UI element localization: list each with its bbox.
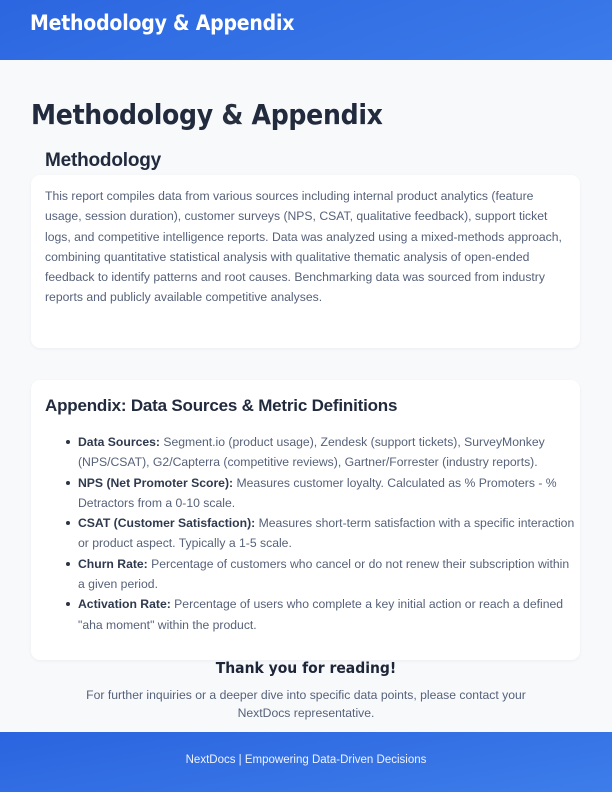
thank-you-message: Thank you for reading!: [215, 659, 397, 677]
definition-description: Measures short-term satisfaction with a specific interaction or product aspect. Typically a 1-5 scale.: [78, 516, 575, 551]
definition-term: NPS (Net Promoter Score):: [78, 475, 234, 490]
page-title-ampersand: &: [221, 98, 244, 131]
page-title-main: Methodology: [31, 98, 222, 131]
footer-text: NextDocs | Empowering Data-Driven Decisions: [185, 754, 427, 766]
definition-term: CSAT (Customer Satisfaction):: [78, 516, 256, 531]
definition-term: Churn Rate:: [78, 556, 148, 571]
definition-description: Measures customer loyalty. Calculated as % Promoters - % Detractors from a 0-10 scale.: [78, 475, 557, 510]
page-title-tail: Appendix: [243, 98, 383, 131]
appendix-heading: Appendix: Data Sources & Metric Definitions: [45, 396, 398, 415]
page-content: [0, 60, 612, 732]
list-item: [78, 473, 578, 514]
list-item: [78, 594, 578, 635]
definition-term: Data Sources:: [78, 435, 160, 449]
page-title: [31, 99, 383, 131]
methodology-paragraph: This report compiles data from various sources including internal product analytics (feature usage, session duration), customer surveys (NPS, CSAT, qualitative feedback), support ticket logs, and competitive intelligence reports. Data was analyzed using a mixed-methods approach, combining quantitative statistical analysis with qualitative thematic analysis of open-ended feedback to identify patterns and root causes. Benchmarking data was sourced from industry reports and publicly available competitive analyses.: [45, 189, 562, 305]
document-header-banner: [0, 0, 612, 60]
appendix-definition-list: [62, 432, 578, 635]
list-item: [78, 432, 578, 473]
list-item: [78, 554, 578, 595]
definition-term: Activation Rate:: [78, 597, 171, 612]
definition-description: Percentage of customers who cancel or do not renew their subscription within a given period.: [78, 556, 570, 592]
closing-note: For further inquiries or a deeper dive into specific data points, please contact your NextDocs representative.: [86, 688, 526, 720]
banner-title: Methodology & Appendix: [30, 11, 295, 35]
definition-description: Percentage of users who complete a key initial action or reach a defined "aha moment" within the product.: [78, 597, 564, 632]
list-item: [78, 513, 578, 554]
document-footer-banner: [0, 732, 612, 792]
definition-description: Segment.io (product usage), Zendesk (support tickets), SurveyMonkey (NPS/CSAT), G2/Capterra (competitive reviews), Gartner/Forrester (industry reports).: [78, 435, 545, 470]
methodology-heading: Methodology: [45, 150, 162, 171]
